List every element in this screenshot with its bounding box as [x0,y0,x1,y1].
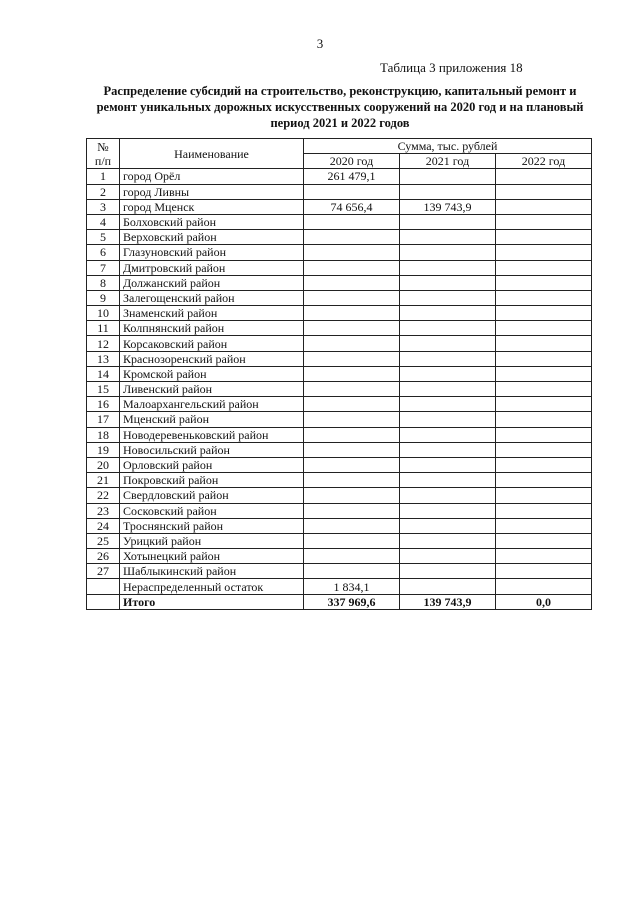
row-value-2020 [304,564,400,579]
row-name: Мценский район [120,412,304,427]
title-line-2: ремонт уникальных дорожных искусственных сооружений на 2020 год и на плановый [96,100,584,114]
row-value-2021: 139 743,9 [400,199,496,214]
row-number: 27 [87,564,120,579]
row-value-2021 [400,564,496,579]
row-value-2022 [496,275,592,290]
row-value-2021 [400,579,496,594]
row-number: 10 [87,306,120,321]
row-value-2022 [496,306,592,321]
row-value-2020 [304,518,400,533]
table-row [87,366,592,381]
row-number: 23 [87,503,120,518]
row-name: Покровский район [120,473,304,488]
table-row [87,533,592,548]
total-number [87,594,120,609]
row-name: город Ливны [120,184,304,199]
row-name: Хотынецкий район [120,549,304,564]
table-row [87,290,592,305]
row-value-2021 [400,260,496,275]
row-value-2021 [400,306,496,321]
row-value-2022 [496,488,592,503]
row-value-2021 [400,214,496,229]
table-row [87,473,592,488]
header-row-1 [87,139,592,154]
row-name: Верховский район [120,230,304,245]
row-name: Дмитровский район [120,260,304,275]
row-value-2020 [304,321,400,336]
table-row [87,321,592,336]
table-row [87,382,592,397]
row-name: Колпнянский район [120,321,304,336]
row-value-2021 [400,473,496,488]
row-name: Глазуновский район [120,245,304,260]
row-value-2021 [400,275,496,290]
row-value-2021 [400,397,496,412]
row-value-2021 [400,184,496,199]
row-number: 14 [87,366,120,381]
table-row [87,214,592,229]
table-reference: Таблица 3 приложения 18 [380,60,523,75]
row-value-2021 [400,503,496,518]
row-value-2022 [496,321,592,336]
row-value-2020 [304,306,400,321]
row-name: Залегощенский район [120,290,304,305]
row-value-2021 [400,457,496,472]
row-value-2022 [496,442,592,457]
row-name: Шаблыкинский район [120,564,304,579]
row-value-2022 [496,199,592,214]
row-value-2021 [400,549,496,564]
row-value-2020: 74 656,4 [304,199,400,214]
table-body [87,169,592,609]
row-value-2020 [304,366,400,381]
header-sum-group: Сумма, тыс. рублей [304,139,592,154]
row-number: 26 [87,549,120,564]
table-row [87,260,592,275]
title-line-3: период 2021 и 2022 годов [270,116,410,130]
header-number [87,139,120,169]
row-value-2021 [400,230,496,245]
total-value-2022: 0,0 [496,594,592,609]
table-row [87,230,592,245]
row-value-2020 [304,214,400,229]
row-value-2020 [304,245,400,260]
page-number: 3 [316,36,324,51]
row-number: 7 [87,260,120,275]
row-value-2021 [400,366,496,381]
table-row [87,549,592,564]
row-number: 13 [87,351,120,366]
row-number: 20 [87,457,120,472]
row-number: 1 [87,169,120,184]
row-number: 5 [87,230,120,245]
row-value-2022 [496,382,592,397]
row-number: 25 [87,533,120,548]
row-value-2020 [304,549,400,564]
row-name: Троснянский район [120,518,304,533]
row-value-2020 [304,503,400,518]
table-row [87,199,592,214]
total-value-2020: 337 969,6 [304,594,400,609]
row-value-2022 [496,184,592,199]
row-name: Болховский район [120,214,304,229]
row-name: Малоархангельский район [120,397,304,412]
row-value-2022 [496,290,592,305]
row-value-2022 [496,245,592,260]
total-label: Итого [120,594,304,609]
row-value-2021 [400,442,496,457]
row-value-2020 [304,533,400,548]
row-name: Краснозоренский район [120,351,304,366]
row-number: 24 [87,518,120,533]
row-name: Знаменский район [120,306,304,321]
row-value-2021 [400,169,496,184]
table-row [87,564,592,579]
row-value-2022 [496,549,592,564]
row-value-2022 [496,533,592,548]
row-name: Ливенский район [120,382,304,397]
row-number: 15 [87,382,120,397]
total-value-2021: 139 743,9 [400,594,496,609]
row-value-2022 [496,412,592,427]
row-value-2020 [304,473,400,488]
row-number: 8 [87,275,120,290]
total-row [87,594,592,609]
row-number: 3 [87,199,120,214]
row-value-2021 [400,321,496,336]
row-name: Корсаковский район [120,336,304,351]
row-value-2022 [496,397,592,412]
row-value-2020 [304,275,400,290]
row-value-2020 [304,397,400,412]
row-value-2021 [400,245,496,260]
row-name: Свердловский район [120,488,304,503]
header-name: Наименование [120,139,304,169]
row-value-2021 [400,351,496,366]
row-value-2022 [496,579,592,594]
row-name: Должанский район [120,275,304,290]
row-name: Нераспределенный остаток [120,579,304,594]
row-name: Кромской район [120,366,304,381]
row-name: город Орёл [120,169,304,184]
row-value-2020 [304,184,400,199]
header-number-line1: № [97,139,109,154]
row-value-2022 [496,260,592,275]
row-value-2020 [304,290,400,305]
row-value-2020 [304,230,400,245]
row-value-2020 [304,336,400,351]
table-row [87,184,592,199]
row-name: Урицкий район [120,533,304,548]
row-number: 22 [87,488,120,503]
row-value-2022 [496,473,592,488]
table-row [87,442,592,457]
table-row [87,518,592,533]
row-number: 18 [87,427,120,442]
table-row [87,579,592,594]
table-row [87,275,592,290]
row-number [87,579,120,594]
row-value-2020 [304,488,400,503]
row-value-2022 [496,336,592,351]
row-value-2022 [496,564,592,579]
row-value-2021 [400,518,496,533]
row-value-2020 [304,382,400,397]
title-line-1: Распределение субсидий на строительство, реконструкцию, капитальный ремонт и [103,84,577,98]
row-value-2020 [304,412,400,427]
row-value-2021 [400,382,496,397]
row-value-2021 [400,533,496,548]
row-number: 6 [87,245,120,260]
subsidies-table [86,138,592,610]
table-row [87,412,592,427]
row-value-2021 [400,412,496,427]
table-row [87,457,592,472]
row-value-2022 [496,366,592,381]
row-number: 9 [87,290,120,305]
row-number: 16 [87,397,120,412]
header-number-line2: п/п [94,153,112,168]
row-value-2022 [496,503,592,518]
row-value-2021 [400,427,496,442]
row-number: 19 [87,442,120,457]
row-value-2020 [304,442,400,457]
row-value-2021 [400,290,496,305]
row-number: 2 [87,184,120,199]
document-title [90,83,590,131]
table-row [87,351,592,366]
table-row [87,503,592,518]
row-value-2022 [496,427,592,442]
row-name: Орловский район [120,457,304,472]
row-value-2022 [496,457,592,472]
table-row [87,488,592,503]
table-row [87,306,592,321]
row-number: 4 [87,214,120,229]
row-value-2022 [496,230,592,245]
header-year-2020: 2020 год [304,154,400,169]
table-row [87,427,592,442]
row-value-2022 [496,351,592,366]
row-value-2021 [400,336,496,351]
row-value-2020: 1 834,1 [304,579,400,594]
row-value-2022 [496,169,592,184]
row-value-2021 [400,488,496,503]
row-name: город Мценск [120,199,304,214]
row-value-2020 [304,457,400,472]
row-name: Сосковский район [120,503,304,518]
row-name: Новодеревеньковский район [120,427,304,442]
header-year-2021: 2021 год [400,154,496,169]
table-row [87,397,592,412]
table-row [87,169,592,184]
row-number: 21 [87,473,120,488]
row-value-2022 [496,518,592,533]
row-value-2020 [304,260,400,275]
table-row [87,336,592,351]
row-number: 11 [87,321,120,336]
row-number: 17 [87,412,120,427]
row-value-2020 [304,351,400,366]
header-year-2022: 2022 год [496,154,592,169]
row-value-2020 [304,427,400,442]
row-value-2022 [496,214,592,229]
row-name: Новосильский район [120,442,304,457]
row-number: 12 [87,336,120,351]
table-row [87,245,592,260]
row-value-2020: 261 479,1 [304,169,400,184]
